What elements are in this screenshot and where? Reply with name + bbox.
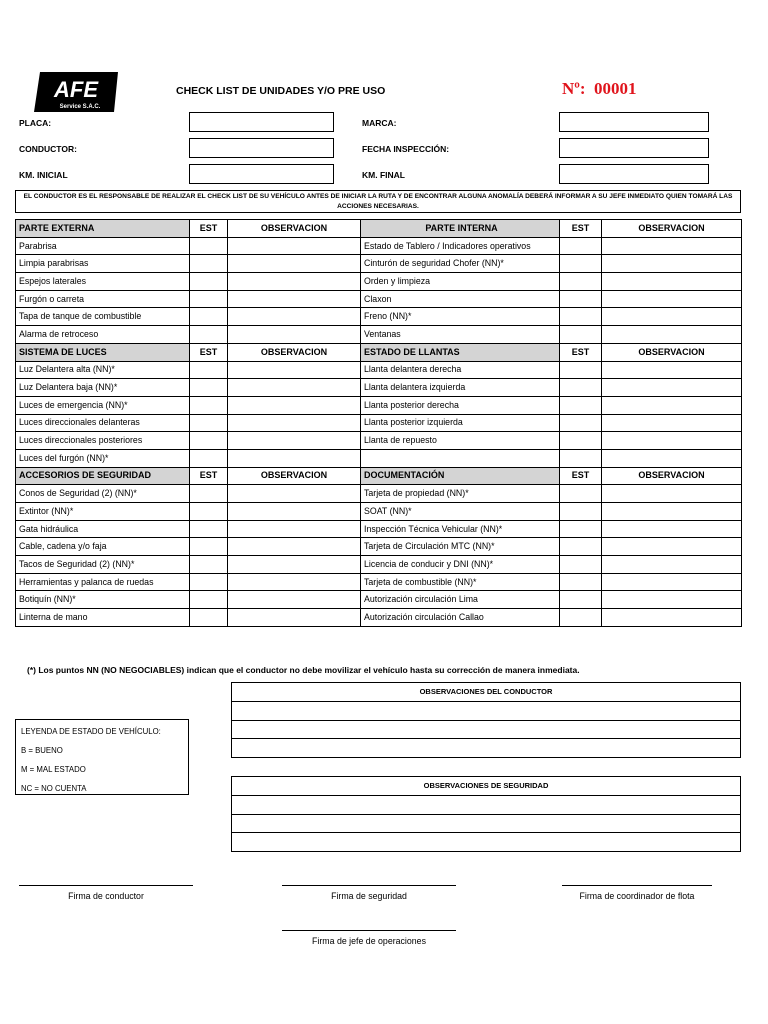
observacion-cell[interactable] [228, 538, 361, 556]
item-label-right: Claxon [361, 290, 560, 308]
obs-seguridad-title: OBSERVACIONES DE SEGURIDAD [232, 777, 741, 796]
km-final-label: KM. FINAL [362, 170, 405, 180]
item-label-left: Luces direccionales delanteras [16, 414, 190, 432]
checklist-row [16, 609, 742, 627]
signature-jefe [282, 930, 456, 946]
observacion-cell[interactable] [228, 326, 361, 344]
est-cell[interactable] [560, 520, 602, 538]
observacion-cell[interactable] [228, 255, 361, 273]
logo-text: AFE [54, 77, 98, 102]
observacion-cell[interactable] [228, 237, 361, 255]
est-cell[interactable] [560, 290, 602, 308]
item-label-left: Luces del furgón (NN)* [16, 449, 190, 467]
section-header-right: DOCUMENTACIÓN [361, 467, 560, 485]
est-cell[interactable] [560, 379, 602, 397]
observacion-cell[interactable] [228, 520, 361, 538]
est-cell[interactable] [560, 432, 602, 450]
item-label-right: Tarjeta de combustible (NN)* [361, 573, 560, 591]
observacion-cell[interactable] [602, 379, 742, 397]
legend-item: M = MAL ESTADO [21, 765, 86, 774]
placa-field[interactable] [189, 112, 334, 132]
form-number: Nº: 00001 [562, 79, 637, 98]
km-inicial-field[interactable] [189, 164, 334, 184]
observacion-cell[interactable] [602, 503, 742, 521]
obs-conductor-line[interactable] [232, 739, 741, 758]
est-cell[interactable] [190, 379, 228, 397]
signature-conductor [19, 885, 193, 901]
section-header-left: ACCESORIOS DE SEGURIDAD [16, 467, 190, 485]
observacion-cell[interactable] [602, 432, 742, 450]
placa-label: PLACA: [19, 118, 52, 128]
checklist-row [16, 432, 742, 450]
obs-conductor-title: OBSERVACIONES DEL CONDUCTOR [232, 683, 741, 702]
est-cell[interactable] [560, 609, 602, 627]
observacion-cell[interactable] [602, 591, 742, 609]
est-cell[interactable] [560, 591, 602, 609]
observacion-cell[interactable] [602, 609, 742, 627]
est-cell[interactable] [560, 503, 602, 521]
item-label-right: Llanta delantera derecha [361, 361, 560, 379]
est-column-header: EST [560, 220, 602, 238]
company-logo [34, 72, 118, 112]
obs-conductor-line[interactable] [232, 701, 741, 720]
obs-seguridad-line[interactable] [232, 833, 741, 852]
observacion-cell[interactable] [228, 414, 361, 432]
section-header-row [16, 220, 742, 238]
item-label-left: Tacos de Seguridad (2) (NN)* [16, 556, 190, 574]
item-label-right: Llanta delantera izquierda [361, 379, 560, 397]
obs-seguridad-line[interactable] [232, 795, 741, 814]
section-header-left: PARTE EXTERNA [16, 220, 190, 238]
est-column-header: EST [560, 467, 602, 485]
est-cell[interactable] [190, 414, 228, 432]
signature-coordinador-label: Firma de coordinador de flota [579, 891, 695, 901]
observacion-cell[interactable] [602, 237, 742, 255]
est-column-header: EST [560, 343, 602, 361]
observacion-column-header: OBSERVACION [228, 343, 361, 361]
checklist-row [16, 273, 742, 291]
checklist-row [16, 449, 742, 467]
item-label-right: Autorización circulación Lima [361, 591, 560, 609]
est-cell[interactable] [560, 414, 602, 432]
est-cell[interactable] [190, 432, 228, 450]
est-cell[interactable] [190, 503, 228, 521]
item-label-left: Extintor (NN)* [16, 503, 190, 521]
item-label-right: Autorización circulación Callao [361, 609, 560, 627]
checklist-row [16, 556, 742, 574]
checklist-row [16, 361, 742, 379]
est-cell[interactable] [560, 361, 602, 379]
observacion-cell[interactable] [228, 449, 361, 467]
observacion-cell[interactable] [602, 290, 742, 308]
est-cell[interactable] [190, 609, 228, 627]
item-label-left: Herramientas y palanca de ruedas [16, 573, 190, 591]
obs-conductor-table [231, 682, 741, 758]
form-title: CHECK LIST DE UNIDADES Y/O PRE USO [176, 85, 386, 97]
logo-subtext: Service S.A.C. [59, 104, 101, 110]
observacion-cell[interactable] [602, 326, 742, 344]
signature-jefe-label: Firma de jefe de operaciones [312, 936, 426, 946]
marca-label: MARCA: [362, 118, 397, 128]
item-label-right: Tarjeta de Circulación MTC (NN)* [361, 538, 560, 556]
est-column-header: EST [190, 343, 228, 361]
est-cell[interactable] [190, 573, 228, 591]
section-header-left: SISTEMA DE LUCES [16, 343, 190, 361]
item-label-left: Luz Delantera alta (NN)* [16, 361, 190, 379]
est-cell[interactable] [190, 237, 228, 255]
observacion-cell[interactable] [228, 379, 361, 397]
est-cell[interactable] [190, 290, 228, 308]
legend-title: LEYENDA DE ESTADO DE VEHÍCULO: [21, 727, 161, 736]
item-label-left: Espejos laterales [16, 273, 190, 291]
observacion-cell[interactable] [228, 432, 361, 450]
item-label-left: Conos de Seguridad (2) (NN)* [16, 485, 190, 503]
item-label-right: Ventanas [361, 326, 560, 344]
fecha-field[interactable] [559, 138, 709, 158]
item-label-right: Llanta posterior derecha [361, 396, 560, 414]
observacion-cell[interactable] [602, 361, 742, 379]
item-label-left: Gata hidráulica [16, 520, 190, 538]
checklist-row [16, 538, 742, 556]
observacion-cell[interactable] [602, 538, 742, 556]
est-cell[interactable] [190, 449, 228, 467]
km-final-field[interactable] [559, 164, 709, 184]
observacion-cell[interactable] [228, 308, 361, 326]
nn-note: (*) Los puntos NN (NO NEGOCIABLES) indican que el conductor no debe movilizar el vehículo hasta su corrección de manera inmediata. [27, 665, 580, 675]
observacion-cell[interactable] [228, 485, 361, 503]
checklist-row [16, 308, 742, 326]
section-header-right: PARTE INTERNA [361, 220, 560, 238]
observacion-cell[interactable] [228, 273, 361, 291]
observacion-cell[interactable] [602, 520, 742, 538]
item-label-left: Cable, cadena y/o faja [16, 538, 190, 556]
checklist-row [16, 379, 742, 397]
obs-seguridad-line[interactable] [232, 814, 741, 833]
item-label-left: Luces direccionales posteriores [16, 432, 190, 450]
observacion-cell[interactable] [228, 556, 361, 574]
observacion-cell[interactable] [602, 414, 742, 432]
conductor-label: CONDUCTOR: [19, 144, 77, 154]
fecha-label: FECHA INSPECCIÓN: [362, 144, 450, 154]
section-header-row [16, 343, 742, 361]
item-label-right: Estado de Tablero / Indicadores operativos [361, 237, 560, 255]
legend-item: NC = NO CUENTA [21, 784, 87, 793]
observacion-cell[interactable] [228, 361, 361, 379]
est-cell[interactable] [190, 361, 228, 379]
est-cell[interactable] [560, 573, 602, 591]
item-label-left: Luz Delantera baja (NN)* [16, 379, 190, 397]
item-label-left: Alarma de retroceso [16, 326, 190, 344]
item-label-right: Cinturón de seguridad Chofer (NN)* [361, 255, 560, 273]
observacion-cell[interactable] [228, 290, 361, 308]
checklist-row [16, 396, 742, 414]
conductor-field[interactable] [189, 138, 334, 158]
obs-seguridad-table [231, 776, 741, 852]
observacion-cell[interactable] [602, 273, 742, 291]
observacion-cell[interactable] [602, 255, 742, 273]
item-label-left: Furgón o carreta [16, 290, 190, 308]
checklist-row [16, 520, 742, 538]
observacion-cell[interactable] [228, 396, 361, 414]
est-cell[interactable] [190, 520, 228, 538]
est-cell[interactable] [190, 308, 228, 326]
est-cell[interactable] [560, 449, 602, 467]
est-cell[interactable] [190, 255, 228, 273]
observacion-cell[interactable] [228, 503, 361, 521]
est-column-header: EST [190, 467, 228, 485]
est-cell[interactable] [190, 326, 228, 344]
est-cell[interactable] [560, 485, 602, 503]
signature-coordinador [562, 885, 712, 901]
checklist-row [16, 485, 742, 503]
section-header-row [16, 467, 742, 485]
est-cell[interactable] [190, 556, 228, 574]
signature-conductor-label: Firma de conductor [68, 891, 144, 901]
section-header-right: ESTADO DE LLANTAS [361, 343, 560, 361]
est-cell[interactable] [560, 326, 602, 344]
item-label-right: Licencia de conducir y DNI (NN)* [361, 556, 560, 574]
legend-item: B = BUENO [21, 746, 63, 755]
est-cell[interactable] [190, 591, 228, 609]
responsibility-notice: EL CONDUCTOR ES EL RESPONSABLE DE REALIZAR EL CHECK LIST DE SU VEHÍCULO ANTES DE INICIAR LA RUTA Y DE ENCONTRAR ALGUNA ANOMALÍA DEBERÁ INFORMAR A SU JEFE INMEDIATO QUIEN TOMARÁ LAS ACCIONES NECESARIAS. [15, 190, 741, 213]
item-label-right: Orden y limpieza [361, 273, 560, 291]
observacion-cell[interactable] [228, 573, 361, 591]
signature-seguridad [282, 885, 456, 901]
observacion-column-header: OBSERVACION [602, 343, 742, 361]
est-cell[interactable] [560, 308, 602, 326]
observacion-cell[interactable] [602, 396, 742, 414]
observacion-cell[interactable] [602, 449, 742, 467]
item-label-left: Botiquín (NN)* [16, 591, 190, 609]
est-cell[interactable] [560, 255, 602, 273]
checklist-row [16, 573, 742, 591]
observacion-column-header: OBSERVACION [228, 467, 361, 485]
item-label-left: Parabrisa [16, 237, 190, 255]
observacion-cell[interactable] [602, 573, 742, 591]
checklist-row [16, 255, 742, 273]
est-cell[interactable] [560, 396, 602, 414]
est-cell[interactable] [560, 273, 602, 291]
item-label-right: Llanta de repuesto [361, 432, 560, 450]
observacion-cell[interactable] [602, 308, 742, 326]
obs-conductor-line[interactable] [232, 720, 741, 739]
observacion-cell[interactable] [602, 556, 742, 574]
checklist-row [16, 414, 742, 432]
est-cell[interactable] [560, 538, 602, 556]
item-label-left: Tapa de tanque de combustible [16, 308, 190, 326]
item-label-right: Tarjeta de propiedad (NN)* [361, 485, 560, 503]
checklist-row [16, 326, 742, 344]
item-label-left: Limpia parabrisas [16, 255, 190, 273]
legend-box [15, 719, 189, 795]
observacion-column-header: OBSERVACION [602, 220, 742, 238]
observacion-column-header: OBSERVACION [602, 467, 742, 485]
observacion-cell[interactable] [602, 485, 742, 503]
marca-field[interactable] [559, 112, 709, 132]
checklist-row [16, 237, 742, 255]
checklist-table [15, 219, 742, 627]
item-label-right: Freno (NN)* [361, 308, 560, 326]
item-label-right: Inspección Técnica Vehicular (NN)* [361, 520, 560, 538]
observacion-cell[interactable] [228, 591, 361, 609]
est-column-header: EST [190, 220, 228, 238]
km-inicial-label: KM. INICIAL [19, 170, 68, 180]
item-label-right [361, 449, 560, 467]
observacion-column-header: OBSERVACION [228, 220, 361, 238]
est-cell[interactable] [190, 396, 228, 414]
est-cell[interactable] [190, 485, 228, 503]
est-cell[interactable] [560, 237, 602, 255]
checklist-row [16, 591, 742, 609]
checklist-row [16, 290, 742, 308]
item-label-right: SOAT (NN)* [361, 503, 560, 521]
observacion-cell[interactable] [228, 609, 361, 627]
item-label-left: Luces de emergencia (NN)* [16, 396, 190, 414]
signature-seguridad-label: Firma de seguridad [331, 891, 407, 901]
est-cell[interactable] [190, 538, 228, 556]
checklist-row [16, 503, 742, 521]
est-cell[interactable] [190, 273, 228, 291]
item-label-right: Llanta posterior izquierda [361, 414, 560, 432]
item-label-left: Linterna de mano [16, 609, 190, 627]
est-cell[interactable] [560, 556, 602, 574]
